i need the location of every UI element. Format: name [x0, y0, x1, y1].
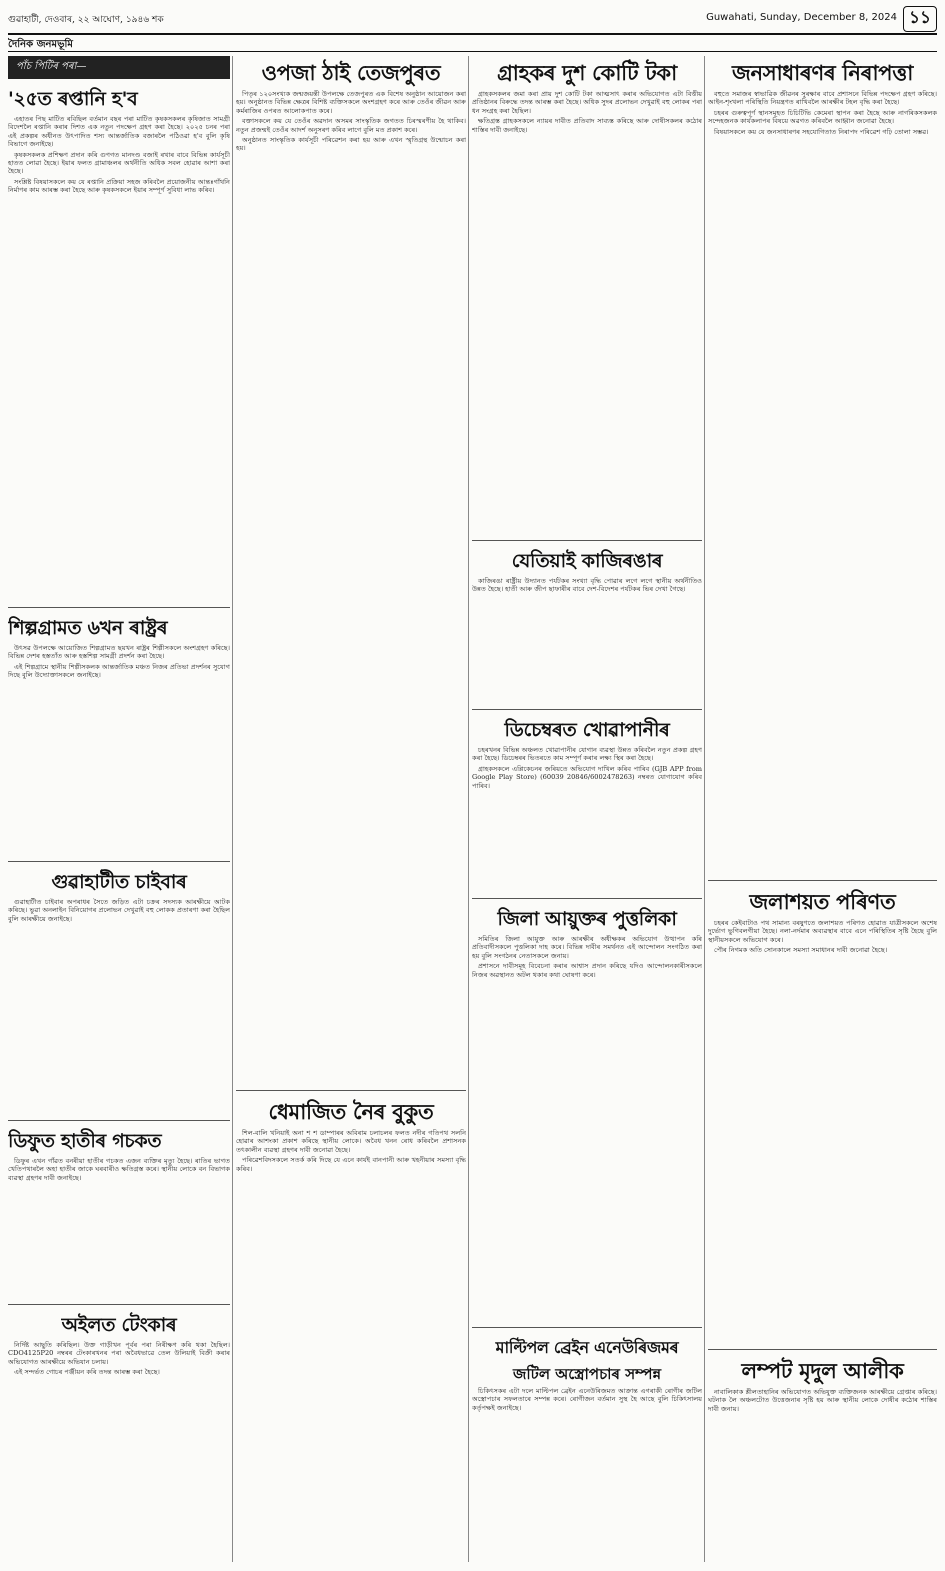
paragraph: চিকিৎসকৰ এটা দলে মাল্টিপল ব্ৰেইন এনেউৰিজমত আক্ৰান্ত এগৰাকী ৰোগীৰ জটিল অস্ত্ৰোপচাৰ সফলতাৰে সম্পন্ন কৰে। ৰোগীজন বৰ্তমান সুস্থ হৈ আছে বুলি চিকিৎসালয় কৰ্তৃপক্ষই জনাইছে। [472, 1387, 702, 1412]
article-body [708, 1388, 937, 1413]
headline: জিলা আয়ুক্তৰ পুত্তলিকা [497, 908, 677, 930]
article-lampat [708, 1354, 937, 1554]
article-tanker [8, 1309, 230, 1562]
headline: ধেমাজিত নৈৰ বুকুত [268, 1100, 434, 1124]
article-tezpur [236, 56, 466, 1086]
paragraph: এই সন্দৰ্ভত গোচৰ পঞ্জীয়ন কৰি তদন্ত আৰম্ভ কৰা হৈছে। [14, 1368, 160, 1377]
column-divider [232, 56, 233, 1562]
headline: '২৫ত ৰপ্তানি হ'ব [8, 88, 138, 110]
article-body [8, 1157, 230, 1182]
paragraph: চহৰৰ কেইবাটাও পথ সামান্য বৰষুণতে জলাশয়ত পৰিণত হোৱাত যাত্ৰীসকলে অশেষ দুৰ্ভোগ ভুগিবলগীয়া হৈছে। নলা-নৰ্দমাৰ অব্যৱস্থাৰ বাবে এনে পৰিস্থিতিৰ সৃষ্টি হৈছে বুলি স্থানীয়সকলে অভিযোগ কৰে। [708, 919, 937, 944]
headline: ডিফুত হাতীৰ গচকত [8, 1130, 162, 1152]
paragraph: অনুষ্ঠানত সাংস্কৃতিক কাৰ্যসূচী পৰিৱেশন কৰা হয় আৰু এখন স্মৃতিগ্ৰন্থ উন্মোচন কৰা হয়। [236, 136, 466, 153]
paragraph: বক্তাসকলে কয় যে তেওঁৰ অৱদান অসমৰ সাংস্কৃতিক জগতত চিৰস্মৰণীয় হৈ থাকিব। নতুন প্ৰজন্মই তেওঁৰ আদৰ্শ অনুসৰণ কৰিব লাগে বুলি মত প্ৰকাশ কৰে। [236, 117, 466, 134]
paragraph: গুৱাহাটীত চাইবাৰ অপৰাধৰ সৈতে জড়িত এটা চক্ৰৰ সদস্যক আৰক্ষীয়ে আটক কৰিছে। ভুৱা অনলাইন বিনিয়োগৰ প্ৰলোভন দেখুৱাই বহু লোকক প্ৰতাৰণা কৰা হৈছিল বুলি আৰক্ষীয়ে জনাইছে। [8, 898, 230, 923]
paragraph: এই শিল্পগ্ৰামে স্থানীয় শিল্পীসকলক আন্তৰ্জাতিক মঞ্চত নিজৰ প্ৰতিভা প্ৰদৰ্শনৰ সুযোগ দিছে বুলি উদ্যোক্তাসকলে জনাইছে। [8, 662, 230, 680]
paragraph: চহৰৰ গুৰুত্বপূৰ্ণ স্থানসমূহত চিচিটিভি কেমেৰা স্থাপন কৰা হৈছে আৰু নাগৰিকসকলক সন্দেহজনক কাৰ্যকলাপৰ বিষয়ে অৱগত কৰিবলৈ আহ্বান জনোৱা হৈছে। [708, 108, 937, 126]
headline: জনসাধাৰণৰ নিৰাপত্তা [731, 61, 914, 85]
paragraph: উৎসৱ উপলক্ষে আয়োজিত শিল্পগ্ৰামত ছয়খন ৰাষ্ট্ৰৰ শিল্পীসকলে অংশগ্ৰহণ কৰিছে। বিভিন্ন দেশৰ হস্ততাঁত আৰু হস্তশিল্প সামগ্ৰী প্ৰদৰ্শন কৰা হৈছে। [8, 644, 230, 661]
article-body [8, 1341, 230, 1377]
column-3 [472, 56, 702, 1562]
paragraph: প্ৰশাসনে দাবীসমূহ বিবেচনা কৰাৰ আশ্বাস প্ৰদান কৰিছে যদিও আন্দোলনকাৰীসকলে নিজৰ অৱস্থানত অটল থকাৰ কথা ঘোষণা কৰে। [472, 962, 702, 979]
headline: যেতিয়াই কাজিৰঙাৰ [511, 550, 663, 572]
paragraph: কাজিৰঙা ৰাষ্ট্ৰীয় উদ্যানত পৰ্যটকৰ সংখ্যা বৃদ্ধি পোৱাৰ লগে লগে স্থানীয় অৰ্থনীতিও উন্নত হৈছে। হাতী আৰু জীপ ছাফাৰীৰ বাবে দেশ-বিদেশৰ পৰ্যটকৰ ভিৰ দেখা গৈছে। [472, 577, 702, 594]
article-body [472, 1387, 702, 1412]
headline: ওপজা ঠাই তেজপুৰত [261, 61, 441, 85]
article-district [472, 903, 702, 1323]
paragraph: বহুতে সমাজৰ স্বাভাৱিক জীৱনৰ সুৰক্ষাৰ বাবে প্ৰশাসনে বিভিন্ন পদক্ষেপ গ্ৰহণ কৰিছে। আইন-শৃংখলা পৰিস্থিতি নিয়ন্ত্ৰণত ৰাখিবলৈ আৰক্ষীৰ টহল বৃদ্ধি কৰা হৈছে। [708, 90, 937, 107]
masthead-divider [8, 51, 937, 52]
column-1 [8, 56, 230, 1562]
paragraph: পৌৰ নিগমক অতি সোনকালে সমস্যা সমাধানৰ দাবী জনোৱা হৈছে। [714, 946, 888, 955]
article-dhemaji [236, 1095, 466, 1545]
page-header [8, 6, 937, 36]
article-body [8, 898, 230, 923]
paragraph: ক্ষতিগ্ৰস্ত গ্ৰাহকসকলে ন্যায়ৰ দাবীত প্ৰতিবাদ সাব্যস্ত কৰিছে আৰু দোষীসকলৰ কঠোৰ শাস্তিৰ দাবী জনাইছে। [472, 117, 702, 134]
date-right: Guwahati, Sunday, December 8, 2024 [706, 12, 897, 23]
article-body [8, 644, 230, 680]
article-drinking-water [472, 714, 702, 894]
paragraph: বিষয়াসকলে কয় যে জনসাধাৰণৰ সহযোগিতাত নিৰাপদ পৰিৱেশ গঢ়ি তোলা সম্ভৱ। [714, 127, 929, 136]
paragraph: গ্ৰাহকসকলৰ জমা কৰা প্ৰায় দুশ কোটি টকা আত্মসাৎ কৰাৰ অভিযোগত এটা বিত্তীয় প্ৰতিষ্ঠানৰ বিৰুদ্ধে তদন্ত আৰম্ভ কৰা হৈছে। অধিক সুদৰ প্ৰলোভন দেখুৱাই বহু লোকৰ পৰা ধন সংগ্ৰহ কৰা হৈছিল। [472, 90, 702, 115]
article-body [472, 935, 702, 979]
headline: গ্ৰাহকৰ দুশ কোটি টকা [497, 61, 677, 85]
headline: অইলত টেংকাৰ [61, 1314, 177, 1336]
article-body [708, 90, 937, 136]
paragraph: নাবালিকাক শ্লীলতাহানিৰ অভিযোগত অভিযুক্ত ব্যক্তিজনক আৰক্ষীয়ে গ্ৰেপ্তাৰ কৰিছে। ঘটনাক লৈ অঞ্চলটোত উত্তেজনাৰ সৃষ্টি হয় আৰু স্থানীয় লোকে দোষীৰ কঠোৰ শাস্তিৰ দাবী জনায়। [708, 1388, 937, 1413]
article-export [8, 83, 230, 603]
subheadline: জটিল অস্ত্ৰোপচাৰ সম্পন্ন [512, 1365, 662, 1383]
date-left: গুৱাহাটী, দেওবাৰ, ২২ আঘোণ, ১৯৪৬ শক [8, 15, 164, 25]
paragraph: ডিফুৰ এখন গাঁৱত বনৰীয়া হাতীৰ গচকত এজন ব্যক্তিৰ মৃত্যু হৈছে। ৰাতিৰ ভাগত খেতিপথাৰলৈ অহা হাতীৰ জাকে ঘৰবাৰীও ক্ষতিগ্ৰস্ত কৰে। স্থানীয় লোকে বন বিভাগক ব্যৱস্থা গ্ৰহণৰ দাবী জনাইছে। [8, 1157, 230, 1182]
paragraph: চহৰখনৰ বিভিন্ন অঞ্চলত খোৱাপানীৰ যোগান ব্যৱস্থা উন্নত কৰিবলৈ নতুন প্ৰকল্প গ্ৰহণ কৰা হৈছে। ডিচেম্বৰৰ ভিতৰতে কাম সম্পূৰ্ণ কৰাৰ লক্ষ্য স্থিৰ কৰা হৈছে। [472, 746, 702, 763]
paragraph: শিল-বালি খনিয়াই অনা শ শ ডাম্পাৰৰ অবিৰাম চলাচলৰ ফলত নদীৰ গতিপথ সলনি হোৱাৰ আশংকা প্ৰকাশ কৰিছে স্থানীয় লোকে। অবৈধ খনন ৰোধ কৰিবলৈ প্ৰশাসনক তৎকালীন ব্যৱস্থা গ্ৰহণৰ দাবী জনোৱা হৈছে। [236, 1129, 466, 1154]
paragraph: সংশ্লিষ্ট বিষয়াসকলে কয় যে ৰপ্তানি প্ৰক্ৰিয়া সহজ কৰিবলৈ প্ৰয়োজনীয় আন্তঃগাঁথনি নিৰ্মাণৰ কাম আৰম্ভ কৰা হৈছে আৰু কৃষকসকলে ইয়াৰ সম্পূৰ্ণ সুবিধা লাভ কৰিব। [8, 177, 230, 195]
article-elephant [8, 1125, 230, 1300]
column-divider [704, 56, 705, 1562]
headline: জলাশয়ত পৰিণত [749, 890, 896, 914]
column-2 [236, 56, 466, 1562]
section-tag: পাঁচ পিটিৰ পৰা— [8, 56, 230, 79]
article-kaziranga [472, 545, 702, 705]
paragraph: কৃষকসকলক প্ৰশিক্ষণ প্ৰদান কৰি গুণগত মানদণ্ড বজাই ৰখাৰ বাবে বিভিন্ন কাৰ্যসূচী হাতত লোৱা হৈছে। ইয়াৰ ফলত গ্ৰামাঞ্চলৰ অৰ্থনীতি অধিক সবল হোৱাৰ আশা কৰা হৈছে। [8, 150, 230, 176]
article-body [472, 577, 702, 594]
paragraph: এহাতৰ পিছ মাটিত ৰবিছিল বৰ্তমান বছৰ পৰা মাটিত কৃষকসকলৰ কৃষিজাত সামগ্ৰী বিদেশলৈ ৰপ্তানি কৰাৰ দিশত এক নতুন পদক্ষেপ গ্ৰহণ কৰা হৈছে। ২০২৫ চনৰ পৰা এই প্ৰকল্পৰ অধীনত উৎপাদিত শস্য আন্তৰ্জাতিক বজাৰলৈ পঠিওৱা হ'ব বুলি কৃষি বিভাগে জনাইছে। [8, 115, 230, 149]
header-divider [8, 33, 937, 35]
page-number: ১১ [903, 6, 937, 32]
paragraph: সমিতিৰ জিলা আয়ুক্ত আৰু আৰক্ষীৰ অধীক্ষকৰ অভিযোগ উত্থাপন কৰি প্ৰতিবাদীসকলে পুত্তলিকা দাহ কৰে। বিভিন্ন দাবীৰ সমৰ্থনত এই আন্দোলন সংগঠিত কৰা হয় বুলি সংগঠনৰ নেতাসকলে জনায়। [472, 935, 702, 960]
headline: শিল্পগ্ৰামত ৬খন ৰাষ্ট্ৰৰ [8, 617, 168, 639]
article-brain [472, 1332, 702, 1562]
article-crafts [8, 612, 230, 857]
headline: গুৱাহাটীত চাইবাৰ [51, 871, 187, 893]
paragraph: গ্ৰাহকসকলে এপ্লিকেচনৰ জৰিয়তে অভিযোগ দাখিল কৰিব পাৰিব (GJB APP from Google Play Store) (60039 20846/6002478263) নম্বৰত যোগাযোগ কৰিব পাৰিব। [472, 764, 702, 790]
article-security [708, 56, 937, 876]
article-guwahati [8, 866, 230, 1116]
headline: ডিচেম্বৰত খোৱাপানীৰ [504, 719, 670, 741]
masthead: দৈনিক জনমভূমি [8, 39, 73, 50]
article-body [472, 90, 702, 134]
article-reservoir [708, 885, 937, 1345]
article-crore [472, 56, 702, 536]
article-body [8, 115, 230, 195]
paragraph: পৰিৱেশবিদসকলে সতৰ্ক কৰি দিছে যে এনে কাৰ্যই বানপানী আৰু খহনীয়াৰ সমস্যা বৃদ্ধি কৰিব। [236, 1156, 466, 1173]
headline: লম্পট মৃদুল আলীক [741, 1359, 904, 1383]
column-4 [708, 56, 937, 1562]
paragraph: নিৰ্দিষ্ট আছুতি কৰিছিল। উক্ত গাড়ীখন পূৰ্বৰ পৰা নিৰীক্ষণ কৰি থকা হৈছিল। CDO4125P20 নম্বৰৰ টেংকাৰখনৰ পৰা অবৈধভাৱে তেল উলিয়াই বিক্ৰী কৰাৰ অভিযোগত আৰক্ষীয়ে অভিযান চলায়। [8, 1341, 230, 1366]
article-body [472, 746, 702, 790]
headline: মাল্টিপল ব্ৰেইন এনেউৰিজমৰ [495, 1338, 679, 1357]
paragraph: পিতৃৰ ১২০সংখ্যক জন্মজয়ন্তী উপলক্ষে তেজপুৰত এক বিশেষ অনুষ্ঠান আয়োজন কৰা হয়। অনুষ্ঠানত বিভিন্ন ক্ষেত্ৰৰ বিশিষ্ট ব্যক্তিসকলে অংশগ্ৰহণ কৰে আৰু তেওঁৰ জীৱন আৰু কৰ্মৰাজিৰ ওপৰত আলোকপাত কৰে। [236, 90, 466, 115]
article-body [236, 90, 466, 153]
column-divider [468, 56, 469, 1562]
article-body [236, 1129, 466, 1173]
article-body [708, 919, 937, 955]
